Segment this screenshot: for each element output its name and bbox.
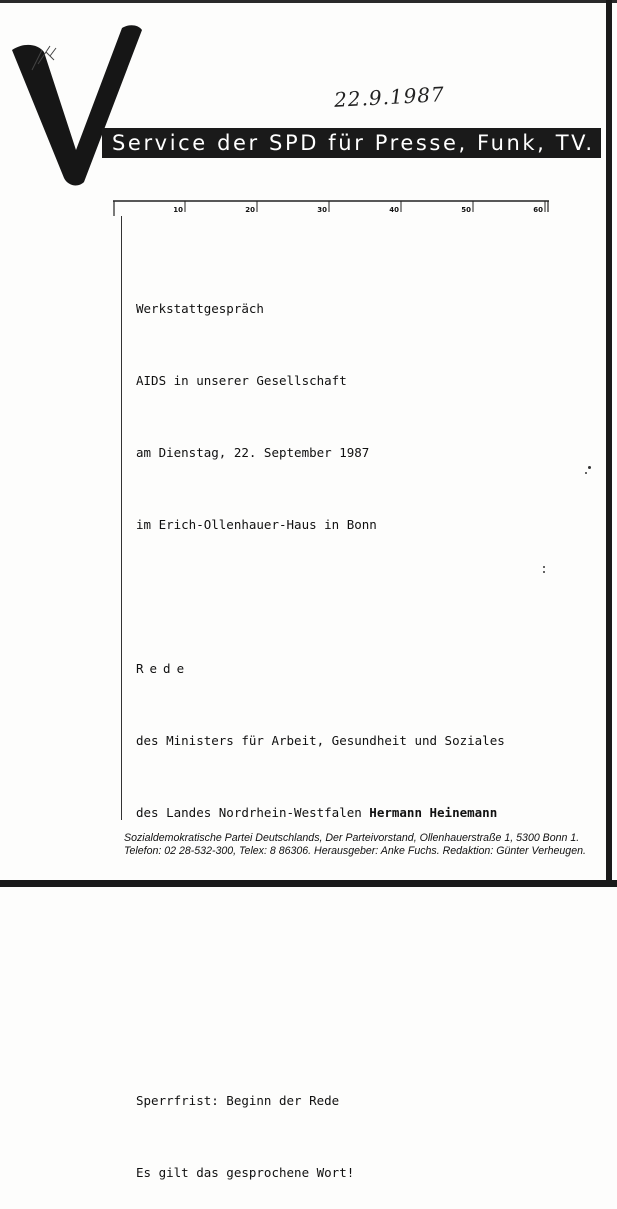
scan-speck (543, 571, 545, 573)
ruler-tick-label: 30 (317, 206, 327, 214)
speech-heading: Rede (136, 661, 191, 676)
ruler-tick-label: 40 (389, 206, 399, 214)
embargo-line: Sperrfrist: Beginn der Rede (136, 1093, 340, 1108)
margin-rule (121, 216, 122, 820)
event-line-venue: im Erich-Ollenhauer-Haus in Bonn (136, 517, 377, 532)
speech-minister-line: des Ministers für Arbeit, Gesundheit und Soziales (136, 733, 505, 748)
pen-scratch-icon (20, 38, 80, 78)
scan-speck (543, 566, 545, 568)
ruler-tick-label: 50 (461, 206, 471, 214)
speech-state-prefix: des Landes Nordrhein-Westfalen (136, 805, 370, 820)
footer-address: Sozialdemokratische Partei Deutschlands, Der Parteivorstand, Ollenhauerstraße 1, 5300 Bonn 1. (124, 832, 580, 844)
scan-speck (588, 466, 591, 469)
ruler-tick-label: 20 (245, 206, 255, 214)
ruler-tick-label: 60 (533, 206, 543, 214)
scan-edge-right (606, 0, 612, 887)
publisher-footer (124, 832, 594, 858)
ruler-tick-label: 10 (173, 206, 183, 214)
typewriter-column-ruler (113, 200, 549, 216)
event-line-title: Werkstattgespräch (136, 301, 264, 316)
service-banner: Service der SPD für Presse, Funk, TV. (102, 128, 601, 158)
scan-edge-top (0, 0, 617, 3)
handwritten-date: 22.9.1987 (333, 82, 446, 112)
event-line-topic: AIDS in unserer Gesellschaft (136, 373, 347, 388)
spoken-word-line: Es gilt das gesprochene Wort! (136, 1165, 355, 1180)
event-line-date: am Dienstag, 22. September 1987 (136, 445, 370, 460)
footer-contact: Telefon: 02 28-532-300, Telex: 8 86306. Herausgeber: Anke Fuchs. Redaktion: Günter Verheugen. (124, 845, 586, 857)
speech-state-line (136, 801, 576, 825)
scan-speck (585, 472, 587, 474)
document-body (136, 249, 576, 1209)
speaker-name: Hermann Heinemann (369, 805, 498, 820)
